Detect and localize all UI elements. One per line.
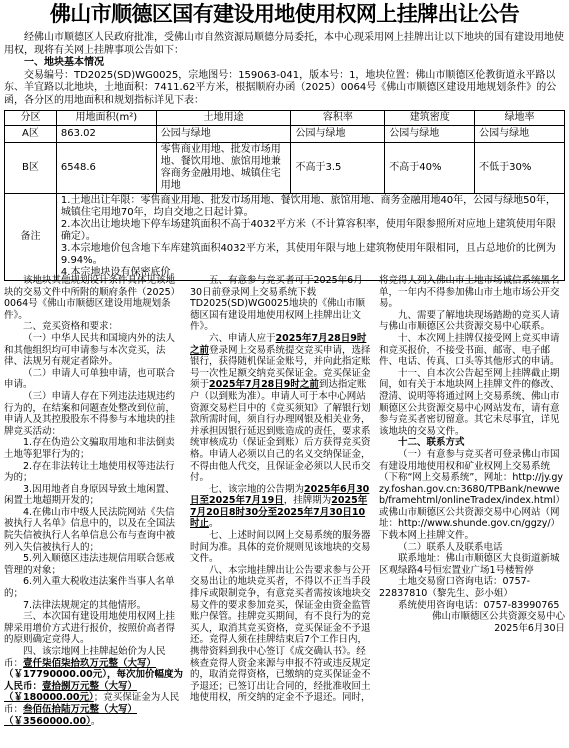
paragraph: 十一、自本次公告起至网上挂牌截止期间，如有关于本地块网上挂牌文件的修改、澄清、说明等将通过网上交易系统、佛山市顺德区公共资源交易中心网站发布，请有意参与竞买者密切留意。其它未尽事宜，详见该地块的交易文件。 [379, 367, 560, 437]
density-cell: 公园与绿地 [385, 126, 475, 143]
list-item: 2.存在非法转让土地使用权等违法行为的； [4, 460, 175, 484]
deadline-date: 2025年7月28日9时之前 [190, 332, 367, 356]
deposit-deadline: 2025年7月28日9时之前 [209, 379, 319, 391]
deposit-amount: 叁佰伍拾陆万元整（大写）（￥3560000.00） [4, 703, 138, 727]
density-cell: 不高于40% [385, 143, 475, 194]
paragraph: 该地块其他规划设计条件具体见该地块的交易文件中所附的顺府条件（2025）0064号《佛山市顺德区建设用地规划条件》。 [4, 275, 181, 321]
section-heading: 十二、联系方式 [398, 437, 465, 449]
green-cell: 不低于30% [475, 143, 565, 194]
table-header-row [5, 111, 565, 126]
paragraph-text: 六、申请人应于 [209, 332, 276, 344]
plot-table [4, 110, 565, 281]
list-item: 3.因用地者自身原因导致土地闲置、闲置土地超期开发的； [4, 483, 175, 507]
paragraph-text: 竞买保证金须于 [190, 367, 371, 391]
intro-section [4, 32, 564, 107]
listing-period: 2025年7月20日8时30分至2025年7月30日10时止 [190, 495, 368, 530]
remark-item: 1.土地出让年限：零售商业用地、批发市场用地、餐饮用地、旅馆用地、商务金融用地40年，公园与绿地50年，城镇住宅用地70年，均自交地之日起计算。 [60, 195, 556, 218]
price-text: ；竞买保证金为人民币： [4, 692, 180, 715]
table-row [5, 126, 565, 143]
intro-paragraph: 经佛山市顺德区人民政府批准，受佛山市自然资源局顺德分局委托，本中心现采用网上挂牌出让以下地块的国有建设用地使用权，现将有关网上挂牌事项公告如下： [4, 32, 564, 56]
price-text: 。 [90, 715, 101, 727]
section-heading: （二）联系人及联系电话 [398, 541, 503, 553]
table-header-cell: 建筑密度 [385, 111, 475, 126]
contact-address: 联系地址：佛山市顺德区大良街道新城区观绿路4号恒宏置业广场1号楼暂停 [379, 553, 560, 576]
table-header-cell: 用地面积(m²) [56, 111, 156, 126]
paragraph-text: 登录网上交易系统提交竞买申请，选择银行，获得随机保证金账号，并向此指定账号一次性足额交纳竞买保证金。 [190, 344, 371, 379]
notice-period: 2025年6月30日至2025年7月19日 [190, 483, 370, 507]
paragraph: （三）申请人存在下列违法违规违约行为的，在结案和问题查处整改到位前，申请人及其控股股东不得参与本地块的挂牌竞买活动： [4, 390, 176, 437]
paragraph: 三、本次国有建设用地使用权网上挂牌采用增价方式进行报价，按照价高者得的原则确定竞得人。 [4, 611, 176, 646]
zone-cell: A区 [5, 126, 57, 143]
table-row [5, 143, 565, 194]
start-price-words: 壹仟柒佰柒拾玖万元整（大写） [23, 657, 157, 669]
remark-item: 4.本宗地块设有保密底价。 [60, 267, 181, 278]
area-cell: 863.02 [56, 126, 156, 143]
period-paragraph [190, 484, 373, 530]
price-text: 四、该宗地网上挂牌起始价为人民币： [4, 646, 166, 669]
deadline-paragraph [190, 333, 373, 484]
remarks-label: 备注 [5, 194, 57, 281]
column-right [379, 275, 565, 634]
zone-cell: B区 [5, 143, 57, 194]
remark-item: 3.本宗地地价包含地下车库建筑面积4032平方米，其使用年限与地上建筑物使用年限相同，且占总地价的比例为9.94%。 [60, 243, 556, 266]
remark-item: 2.本次出让地块地下停车场建筑面积不高于4032平方米（不计算容积率，使用年限参照所对应地上建筑使用年限确定）。 [60, 219, 556, 242]
column-left [4, 275, 184, 727]
list-item: 7.法律法规规定的其他情形。 [23, 599, 147, 611]
paragraph-text: 。 [209, 518, 219, 530]
list-item: 1.存在伪造公文骗取用地和非法倒卖土地等犯罪行为的； [4, 437, 175, 460]
section-heading: 一、地块基本情况 [24, 57, 104, 68]
paragraph-text: 到达指定账户（以到账为准）。申请人可于本中心网站资源交易栏目中的《竞买须知》了解银行划款所需时间，须自行办理网银及相关业务，并承担因银行延迟到账造成的责任，要求系统审核成功（保证金到账）后方获得竞买资格。申请人必须以自己的名义交纳保证金，不得由他人代交，且保证金必须以人民币交付。 [190, 379, 371, 484]
far-cell: 不高于3.5 [291, 143, 385, 194]
increment-amount: 壹拾捌万元整（大写）（￥180000.00元） [4, 680, 138, 704]
paragraph: 十、本次网上挂牌仅接受网上竞买申请和竞买报价，不接受书面、邮寄、电子邮件、电话、传真、口头等其他形式的申请。 [379, 332, 560, 368]
section-heading: 二、竞买资格和要求： [23, 321, 119, 333]
paragraph: 九、需要了解地块现场踏勘的竞买人请与佛山市顺德区公共资源交易中心联系。 [379, 309, 560, 333]
paragraph-text: ，挂牌期为 [283, 495, 332, 507]
paragraph: （一）中华人民共和国境内外的法人和其他组织均可申请参与本次竞买，法律、法规另有规定者除外。 [4, 332, 176, 368]
contact-phone: 土地交易窗口咨询电话：0757-22837810（黎先生、彭小姐） [379, 576, 531, 600]
paragraph: 八、本宗地挂牌出让公告要求参与公开交易出让的地块竞买者，不得以不正当手段排斥或限制竞争，有意竞买者需按该地块交易文件的要求参加竞买，保证金由资金监管账户保管。挂牌竞买期间，有不良行为的竞买人，取消其竞买资格，竞买保证金不予退还。竞得人须在挂牌结束后7个工作日内，携带资料到我中心签订《成交确认书》。经核查竞得人资金来源与申报不符或违反规定的，取消竞得资格，已缴纳的竞买保证金不予退还；已签订出让合同的，经批准收回土地使用权，所交纳的定金不予退还。同时， [190, 564, 371, 704]
intro-paragraph-details: 交易编号：TD2025(SD)WG0025，宗地图号：159063-041，版本号：1，地块位置：佛山市顺德区伦教街道永平路以东、羊宜路以北地块，土地面积：7411.62平方米，根据顺府办函（2025）0064号《佛山市顺德区建设用地规划条件》的公函，各分区的用地面积和规划指标详见下表： [4, 69, 557, 106]
table-header-cell: 容积率 [291, 111, 385, 126]
far-cell: 公园与绿地 [291, 126, 385, 143]
table-header-cell: 分区 [5, 111, 57, 126]
list-item: 6.列入重大税收违法案件当事人名单的； [4, 576, 175, 600]
paragraph: 将竞得人列入佛山市土地市场诚信系统黑名单，一年内不得参加佛山市土地市场公开交易。 [379, 275, 560, 310]
green-cell: 公园与绿地 [475, 126, 565, 143]
remarks-cell [56, 194, 564, 281]
table-remarks-row [5, 194, 565, 281]
use-cell: 零售商业用地、批发市场用地、餐饮用地、旅馆用地兼容商务金融用地、城镇住宅用地 [156, 143, 291, 194]
table-header-cell: 绿地率 [475, 111, 565, 126]
paragraph: 五、有意参与竞买者可于2025年6月30日前登录网上交易系统下载TD2025(SD)WG0025地块的《佛山市顺德区国有建设用地使用权网上挂牌出让文件》。 [190, 275, 365, 333]
contact-phone: 系统使用咨询电话：0757-83990765 [398, 599, 560, 611]
page-title: 佛山市顺德区国有建设用地使用权网上挂牌出让公告 [49, 2, 520, 26]
paragraph: （二）申请人可单独申请，也可联合申请。 [4, 367, 176, 391]
use-cell: 公园与绿地 [156, 126, 291, 143]
list-item: 5.列入顺德区违法违规信用联合惩戒管理的对象； [4, 553, 175, 576]
paragraph: （一）有意参与竞买者可登录佛山市国有建设用地使用权和矿业权网上交易系统（下称“网上交易系统”，网址：http://jy.gyzy.foshan.gov.cn:3680/TPBank/newweb/framehtml/onlineTradex/index.html）或佛山市顺德区公共资源交易中心网站（网址：http://www.shunde.gov.cn/ggzy/）下载本网上挂牌文件。 [379, 448, 564, 542]
signoff-date: 2025年6月30日 [494, 622, 565, 634]
column-middle [190, 275, 373, 704]
price-paragraph [4, 646, 184, 727]
paragraph-text: 七、该宗地的公告期为 [209, 483, 305, 495]
list-item: 4.在佛山市中级人民法院网站《失信被执行人名单》信息中的，以及在全国法院失信被执行人名单信息公布与查询中被列入失信被执行人的； [4, 506, 176, 553]
signoff-org: 佛山市顺德区公共资源交易中心 [431, 611, 565, 623]
start-price-number: （￥17790000.00元），每次加价幅度为人民币： [4, 669, 183, 692]
paragraph: 七、上述时间以网上交易系统的服务器时间为准。具体的竞价规则见该地块的交易文件。 [190, 530, 371, 565]
area-cell: 6548.6 [56, 143, 156, 194]
table-header-cell: 土地用途 [156, 111, 291, 126]
